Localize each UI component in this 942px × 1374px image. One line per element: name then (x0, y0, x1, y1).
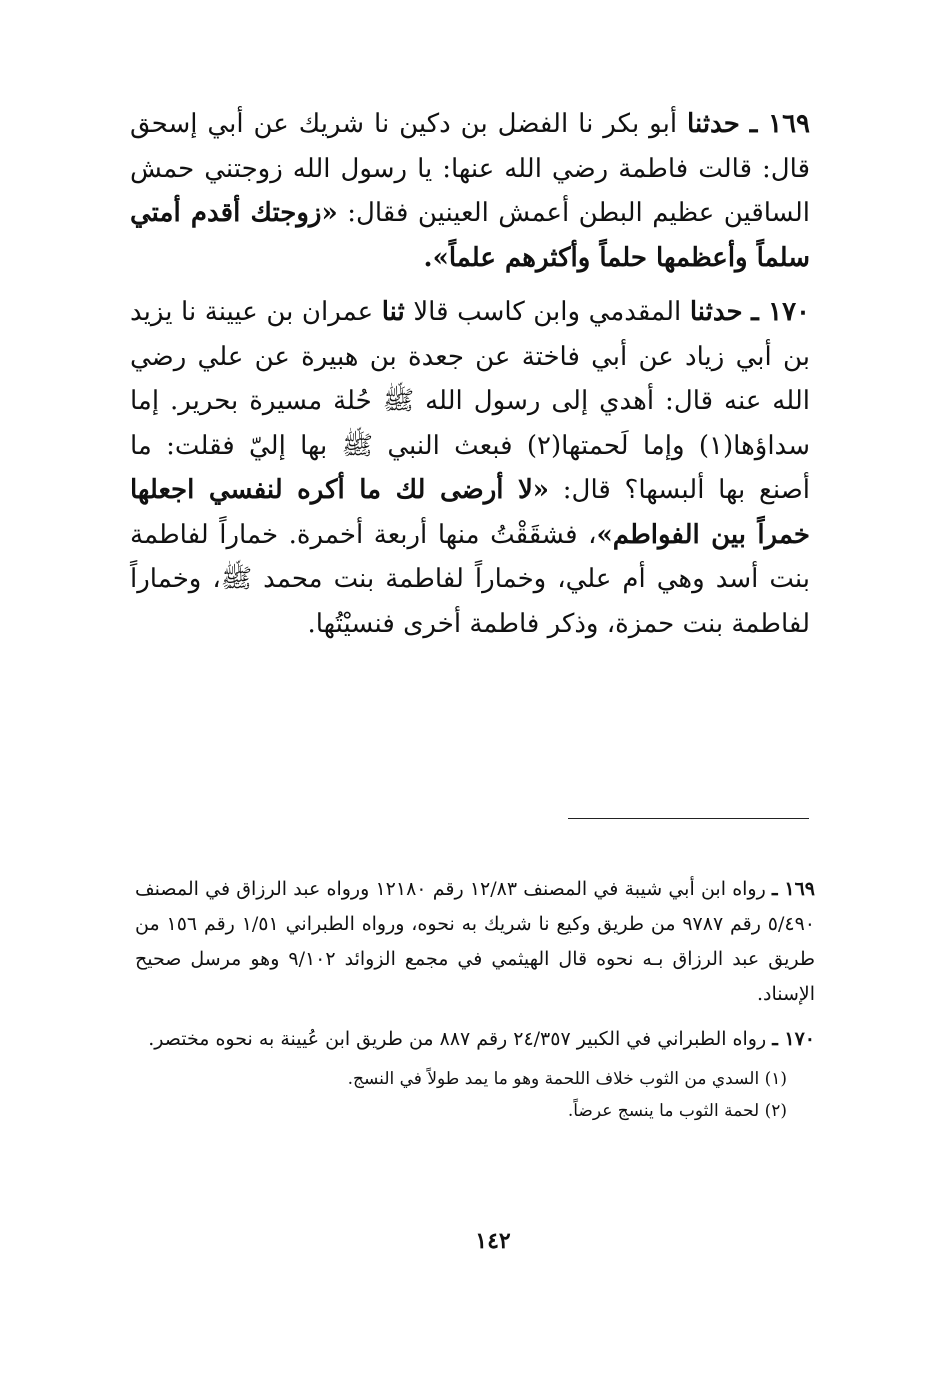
hadith-170-text-2: عمران بن عيينة نا يزيد بن أبي زياد عن أبي فاختة عن جعدة بن هبيرة عن علي رضي الله عنه قال: أهدي إلى رسول الله ﷺ حُلة مسيرة بحرير. إما سداؤها(١) وإما لَحمتها(٢) فبعث النبي ﷺ بها إليّ فقلت: ما أصنع بها ألبسها؟ قال: (130, 297, 810, 505)
hadith-169-quote: «زوجتك أقدم أمتي سلماً وأعظمها حلماً وأكثرهم علماً». (130, 198, 810, 273)
main-text (130, 102, 810, 646)
sub-footnote-2: (٢) لحمة الثوب ما ينسج عرضاً. (567, 1101, 787, 1121)
hadith-169 (130, 102, 810, 280)
hadith-169-text: أبو بكر نا الفضل بن دكين نا شريك عن أبي إسحق قال: قالت فاطمة رضي الله عنها: يا رسول الله زوجتني حمش الساقين عظيم البطن أعمش العينين فقال: (130, 109, 811, 228)
footnote-170-number: ١٧٠ ـ (772, 1028, 815, 1050)
hadith-170-thana: ثنا (381, 297, 405, 327)
hadith-170-quote: «لا أرضى لك ما أكره لنفسي اجعلها خمراً بين الفواطم» (130, 475, 810, 550)
sub-footnotes (135, 1063, 815, 1127)
hadith-170 (130, 290, 810, 646)
hadith-170-text-3: ، فشقَقْتُ منها أربعة أخمرة. خماراً لفاطمة بنت أسد وهي أم علي، وخماراً لفاطمة بنت محمد ﷺ، وخماراً لفاطمة بنت حمزة، وذكر فاطمة أخرى فنسيْتُها. (130, 519, 810, 639)
sub-footnote-1: (١) السدي من الثوب خلاف اللحمة وهو ما يمد طولاً في النسج. (347, 1069, 787, 1089)
hadith-170-opener: حدثنا (689, 297, 743, 327)
page-number: ١٤٢ (475, 1228, 511, 1254)
hadith-169-number: ١٦٩ ـ (749, 109, 811, 139)
footnote-169-text: رواه ابن أبي شيبة في المصنف ١٢/٨٣ رقم ١٢١٨٠ ورواه عبد الرزاق في المصنف ٥/٤٩٠ رقم ٩٧٨٧ من طريق وكيع نا شريك به نحوه، ورواه الطبراني ١/٥١ رقم ١٥٦ من طريق عبد الرزاق بـه نحوه قال الهيثمي في مجمع الزوائد ٩/١٠٢ وهو مرسل صحيح الإسناد. (135, 878, 815, 1005)
footnote-separator (568, 818, 809, 819)
hadith-170-text-1: المقدمي وابن كاسب قالا (413, 297, 682, 327)
footnote-169-number: ١٦٩ ـ (772, 878, 815, 900)
footnotes (135, 872, 815, 1127)
hadith-169-opener: حدثنا (687, 109, 740, 139)
footnote-170 (135, 1022, 815, 1057)
footnote-169 (135, 872, 815, 1012)
hadith-170-number: ١٧٠ ـ (751, 297, 811, 327)
footnote-170-text: رواه الطبراني في الكبير ٢٤/٣٥٧ رقم ٨٨٧ من طريق ابن عُيينة به نحوه مختصر. (148, 1028, 767, 1050)
